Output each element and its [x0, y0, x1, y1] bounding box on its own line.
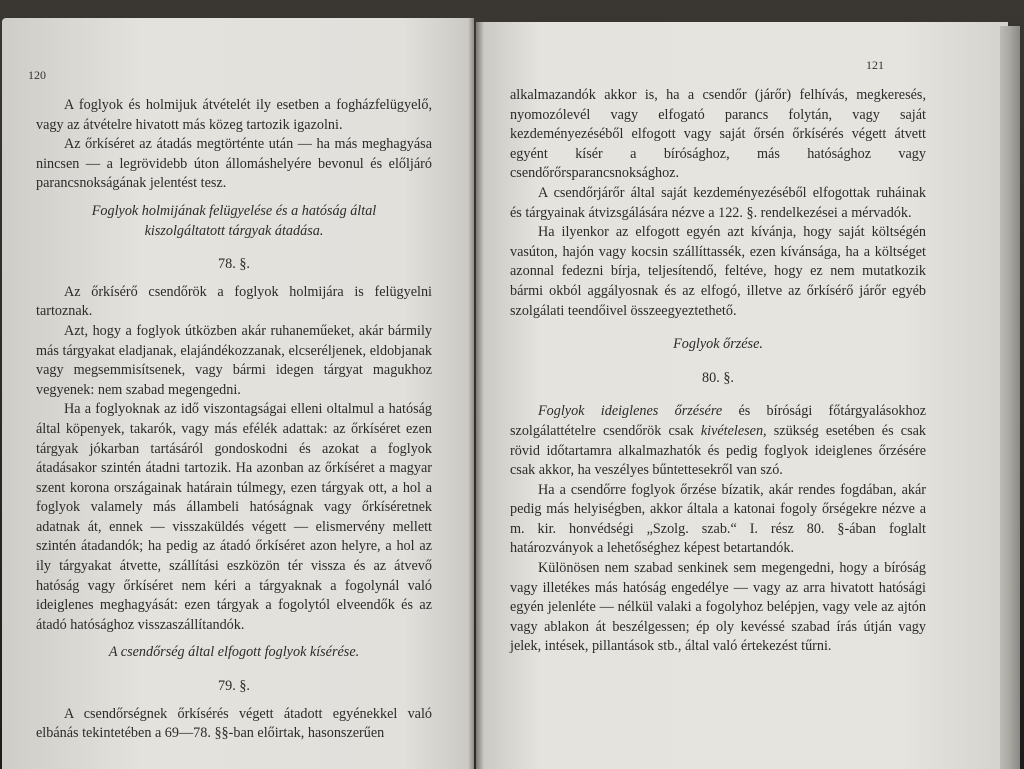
left-page-text — [36, 96, 432, 744]
page-number-left: 120 — [28, 68, 46, 82]
right-page-text — [510, 86, 926, 657]
paragraph: Az őrkíséret az átadás megtörténte után — ha más meghagyása nincsen — a legrövidebb úton állomáshelyére bevonul és előljáró parancsnokságának jelentést tesz. — [36, 136, 432, 192]
paragraph — [510, 402, 926, 480]
paragraph-text: szükség esetében és csak rövid időtartamra alkalmazhatók és pedig foglyok ideiglenes őrzésére csak akkor, ha veszélyes bűntettesekről van szó. — [510, 422, 926, 479]
section-number: 78. §. — [218, 256, 250, 273]
left-page — [2, 18, 474, 769]
paragraph: Ha a csendőrre foglyok őrzése bízatik, akár rendes fogdában, akár pedig más helyiségben, akkor általa a katonai fogoly őrségekre nézve a m. kir. honvédségi „Szolg. szab.“ I. rész 80. §-ában foglalt határozványok a lehetőséghez képest betartandók. — [510, 481, 926, 557]
paragraph: A foglyok és holmijuk átvételét ily esetben a fogházfelügyelő, vagy az átvételre hivatott más közeg tartozik igazolni. — [36, 97, 432, 133]
right-page — [476, 22, 1008, 769]
paragraph: Ha ilyenkor az elfogott egyén azt kívánja, hogy saját költségén vasúton, hajón vagy kocsin szállíttassék, ezen kívánsága, ha a költséget azonnal fedezni bírja, teljesítendő, feltéve, hogy ez nem mutatkozik bármi okból aggályosnak és az elfogó, illetve az őrkísérő járőr egyéb szolgálati teendőivel összeegyeztethető. — [510, 224, 926, 319]
book-gutter — [468, 0, 484, 769]
section-heading: A csendőrség által elfogott foglyok kísérése. — [108, 644, 360, 661]
paragraph: Ha a foglyoknak az idő viszontagságai elleni oltalmul a hatóság által köpenyek, takarók, vagy más efélék adattak: az őrkíséret ezen tárgyak jókarban tartásáról gondoskodni és azokat a foglyok átadásakor szintén átadni tartozik. Ha azonban az őrkíséret a magyar szent korona országainak határain túlmegy, ezen tárgyak ott, a hol a foglyok valamely más állambeli hatóságnak vagy őrkíséretnek adatnak át, ennek — visszaküldés végett — elismervény mellett szintén átadandók; ha pedig az átadó őrkíséret azon helyre, a hol az ily tárgyakat átvette, szállítási eszközön tér vissza és az átvevő hatóság vagy őrkíséret nem kéri a tárgyaknak a fogolynál való ideiglenes meghagyását: ezen tárgyak a fogolytól elveendők és az átadó hatósághoz visszaszállítandók. — [36, 401, 432, 633]
section-number: 80. §. — [702, 369, 734, 386]
section-heading: Foglyok őrzése. — [673, 336, 763, 353]
paragraph: A csendőrjárőr által saját kezdeményezéséből elfogottak ruháinak és tárgyainak átvizsgálására nézve a 122. §. rendelkezései a mérvadók. — [510, 184, 926, 221]
italic-text: Foglyok ideiglenes őrzésére — [538, 403, 723, 420]
section-number: 79. §. — [218, 678, 250, 695]
page-number-right: 121 — [866, 58, 884, 72]
paragraph: A csendőrségnek őrkísérés végett átadott egyénekkel való elbánás tekintetében a 69—78. §§-ban előirtak, hasonszerűen — [36, 705, 432, 742]
paragraph: Azt, hogy a foglyok útközben akár ruhaneműeket, akár bármily más tárgyakat eladjanak, elajándékozzanak, elcseréljenek, eldobjanak vagy megsemmisítsenek, vagy bármi idegen tárgyat magukhoz vegyenek: nem szabad megengedni. — [36, 322, 432, 398]
paragraph: Különösen nem szabad senkinek sem megengedni, hogy a bíróság vagy illetékes más hatóság engedélye — vagy az arra hivatott hatósági egyén jelenléte — nélkül valaki a fogolyhoz belépjen, vagy vele az ajtón vagy ablakon át beszélgessen; ép oly kevéssé szabad írás útján vagy jelek, intések, pillantások stb., által való értekezést tűrni. — [510, 560, 926, 655]
page-edges — [1000, 26, 1020, 769]
italic-text: kivételesen, — [700, 422, 767, 439]
section-heading: Foglyok holmijának felügyelése és a hatóság által kiszolgáltatott tárgyak átadása. — [91, 202, 377, 239]
paragraph: Az őrkísérő csendőrök a foglyok holmijára is felügyelni tartoznak. — [36, 283, 432, 320]
paragraph-text: és bírósági főtárgyalásokhoz szolgálattételre csendőrök csak — [510, 403, 926, 439]
paragraph: alkalmazandók akkor is, ha a csendőr (járőr) felhívás, megkeresés, nyomozólevél vagy elfogató parancs folytán, vagy saját kezdeményezéséből elfogott vagy saját őrsén őrkísérés végett átvett egyént kísér a bírósághoz, más hatósághoz vagy csendőrőrsparancsnoksághoz. — [510, 87, 926, 182]
